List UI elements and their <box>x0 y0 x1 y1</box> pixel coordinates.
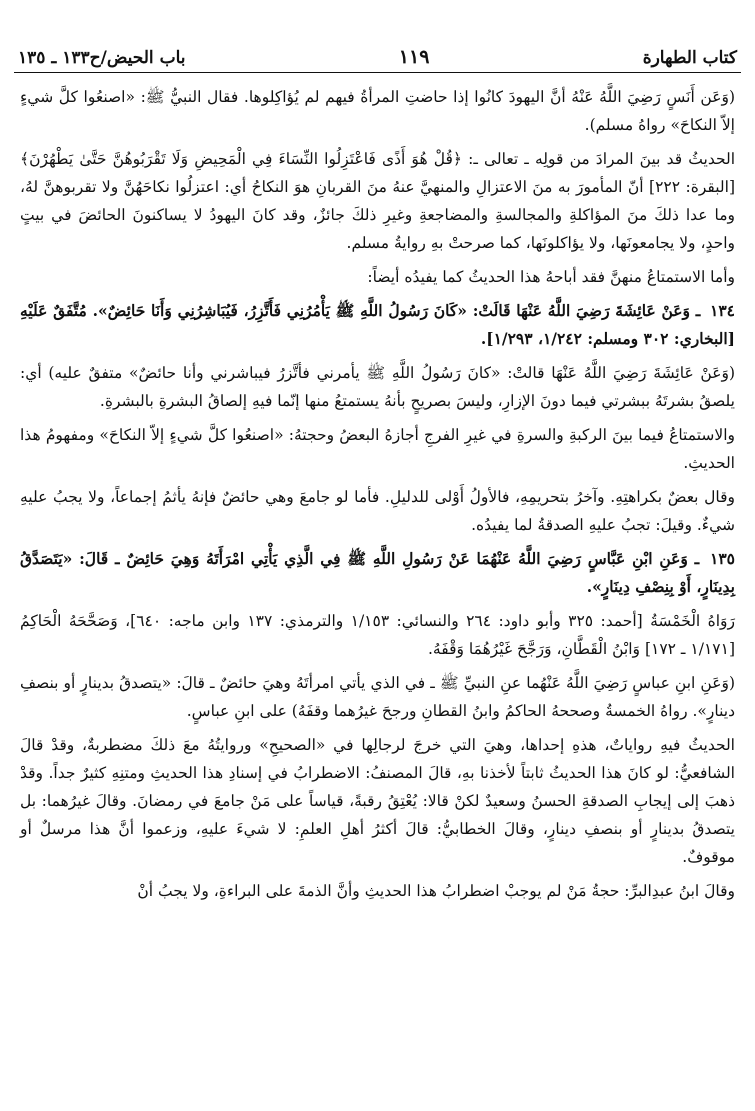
page-body <box>14 73 741 905</box>
hadith-number: ١٣٥ <box>710 549 735 568</box>
chapter-reference: باب الحيض/ح١٣٣ ـ ١٣٥ <box>18 48 186 68</box>
commentary-paragraph: وقال بعضٌ بكراهتِهِ. وآخرُ بتحريمِهِ، فالأولُ أَوْلى للدليلِ. فأما لو جامعَ وهي حائضٌ فإنهُ يأثمُ إجماعاً، ولا يجبُ عليهِ شيءٌ. وقيلَ: تجبُ عليهِ الصدقةُ لما يفيدُه. <box>20 488 735 534</box>
book-title: كتاب الطهارة <box>642 48 737 68</box>
hadith-body: وَعَنِ ابْنِ عَبَّاسٍ رَضِيَ اللَّهُ عَنْهُمَا عَنْ رَسُولِ اللَّهِ ﷺ فِي الَّذِي يَأْتِي امْرَأَتَهُ وَهِيَ حَائِضٌ ـ قَالَ: «يَتَصَدَّقُ بِدِينَارٍ، أَوْ بِنِصْفِ دِينَارٍ». <box>20 549 735 596</box>
commentary-paragraph: (وَعَنْ عَائِشَةَ رَضِيَ اللَّهُ عَنْهَا قالتْ: «كانَ رَسُولُ اللَّهِ ﷺ يأمرني فأتَّزرُ فيباشرني وأنا حائضٌ» متفقٌ عليه) أي: يلصقُ بشرتَهُ ببشرتي فيما دونَ الإزارِ، وليسَ بصريحٍ بأنهُ يستمتعُ منها إنّما فيهِ إلصاقُ البشرةِ بالبشرةِ. <box>20 364 735 410</box>
commentary-paragraph: وأما الاستمتاعُ منهنَّ فقد أباحهُ هذا الحديثُ كما يفيدُه أيضاً: <box>367 268 735 286</box>
book-page <box>14 8 741 1103</box>
hadith-number: ١٣٤ <box>710 301 735 320</box>
hadith-body: وَعَنْ عَائِشَةَ رَضِيَ اللَّهُ عَنْهَا قَالَتْ: «كَانَ رَسُولُ اللَّهِ ﷺ يَأْمُرُنِي فَأَتَّزِرُ، فَيُبَاشِرُنِي وَأَنَا حَائِضٌ». مُتَّفَقٌ عَلَيْهِ [البخاري: ٣٠٢ ومسلم: ١/٢٤٢، ١/٢٩٣]. <box>20 301 735 348</box>
hadith-reference: رَوَاهُ الْخَمْسَةُ [أحمد: ٣٢٥ وأبو داود: ٢٦٤ والنسائي: ١/١٥٣ والترمذي: ١٣٧ وابن ماجه: ٦٤٠]، وَصَحَّحَهُ الْحَاكِمُ [١/١٧١ ـ ١٧٢] وَابْنُ الْقَطَّانِ، وَرَجَّحَ غَيْرُهُمَا وَقْفَهُ. <box>20 612 735 658</box>
commentary-paragraph: (وَعَن أَنَسٍ رَضِيَ اللَّهُ عَنْهُ أنَّ اليهودَ كانُوا إذا حاضتِ المرأةُ فيهم لم يُؤاكِلوها. فقال النبيُّ ﷺ: «اصنعُوا كلَّ شيءٍ إلاّ النكاحَ» رواهُ مسلم). <box>20 88 735 134</box>
page-header <box>14 8 741 73</box>
hadith-text: ١٣٥ ـ وَعَنِ ابْنِ عَبَّاسٍ رَضِيَ اللَّهُ عَنْهُمَا عَنْ رَسُولِ اللَّهِ ﷺ فِي الَّذِي يَأْتِي امْرَأَتَهُ وَهِيَ حَائِضٌ ـ قَالَ: «يَتَصَدَّقُ بِدِينَارٍ، أَوْ بِنِصْفِ دِينَارٍ». <box>20 549 735 596</box>
hadith-text: ١٣٤ ـ وَعَنْ عَائِشَةَ رَضِيَ اللَّهُ عَنْهَا قَالَتْ: «كَانَ رَسُولُ اللَّهِ ﷺ يَأْمُرُنِي فَأَتَّزِرُ، فَيُبَاشِرُنِي وَأَنَا حَائِضٌ». مُتَّفَقٌ عَلَيْهِ [البخاري: ٣٠٢ ومسلم: ١/٢٤٢، ١/٢٩٣]. <box>20 301 735 348</box>
commentary-paragraph: الحديثُ قد بينَ المرادَ من قولِه ـ تعالى ـ: ﴿قُلْ هُوَ أَذًى فَاعْتَزِلُوا النِّسَاءَ فِي الْمَحِيضِ وَلَا تَقْرَبُوهُنَّ حَتَّىٰ يَطْهُرْنَ﴾ [البقرة: ٢٢٢] أنّ المأمورَ به منَ الاعتزالِ والمنهيَّ عنهُ منَ القربانِ هوَ النكاحُ أي: اعتزلُوا نكاحَهُنَّ ولا تقربوهنَّ لهُ، وما عدا ذلكَ منَ المؤاكلةِ والمجالسةِ والمضاجعةِ وغيرِ ذلكَ جائزٌ، وقد كانَ اليهودُ لا يساكنونَ الحائضَ في بيتٍ واحدٍ، ولا يجامعونَها، ولا يؤاكلونَها، كما صرحتْ بهِ روايةُ مسلم. <box>20 150 735 252</box>
commentary-paragraph: والاستمتاعُ فيما بينَ الركبةِ والسرةِ في غيرِ الفرجِ أجازهُ البعضُ وحجتهُ: «اصنعُوا كلَّ شيءٍ إلاّ النكاحَ» ومفهومُ هذا الحديثِ. <box>20 426 735 472</box>
commentary-paragraph: (وَعَنِ ابنِ عباسٍ رَضِيَ اللَّهُ عَنْهُما عنِ النبيِّ ﷺ ـ في الذي يأتي امرأتَهُ وهيَ حائضٌ ـ قالَ: «يتصدقُ بدينارٍ أو بنصفِ دينارٍ». رواهُ الخمسةُ وصححهُ الحاكمُ وابنُ القطانِ ورجحَ غيرُهما وقفَهُ) على ابنِ عباسٍ. <box>20 674 735 720</box>
page-number: ١١٩ <box>398 46 430 68</box>
commentary-paragraph: الحديثُ فيهِ رواياتٌ، هذهِ إحداها، وهيَ التي خرجَ لرجالِها في «الصحيحِ» وروايتُهُ معَ ذلكَ مضطربةٌ، وقدْ قالَ الشافعيُّ: لو كانَ هذا الحديثُ ثابتاً لأخذنا بهِ، قالَ المصنفُ: الاضطرابُ في إسنادِ هذا الحديثِ ومتنِهِ كثيرٌ جداً. وقدْ ذهبَ إلى إيجابِ الصدقةِ الحسنُ وسعيدٌ لكنْ قالا: يُعْتِقُ رقبةً، قياساً على مَنْ جامعَ في رمضانَ. وقالَ غيرُهما: بل يتصدقُ بدينارٍ أو بنصفِ دينارٍ، وقالَ الخطابيُّ: قالَ أكثرُ أهلِ العلمِ: لا شيءَ عليهِ، وزعموا أنَّ هذا مرسلٌ أو موقوفٌ. <box>20 736 735 866</box>
commentary-paragraph: وقالَ ابنُ عبدِالبرِّ: حجةُ مَنْ لم يوجبْ اضطرابُ هذا الحديثِ وأنَّ الذمةَ على البراءةِ، ولا يجبُ أنْ <box>137 882 735 900</box>
